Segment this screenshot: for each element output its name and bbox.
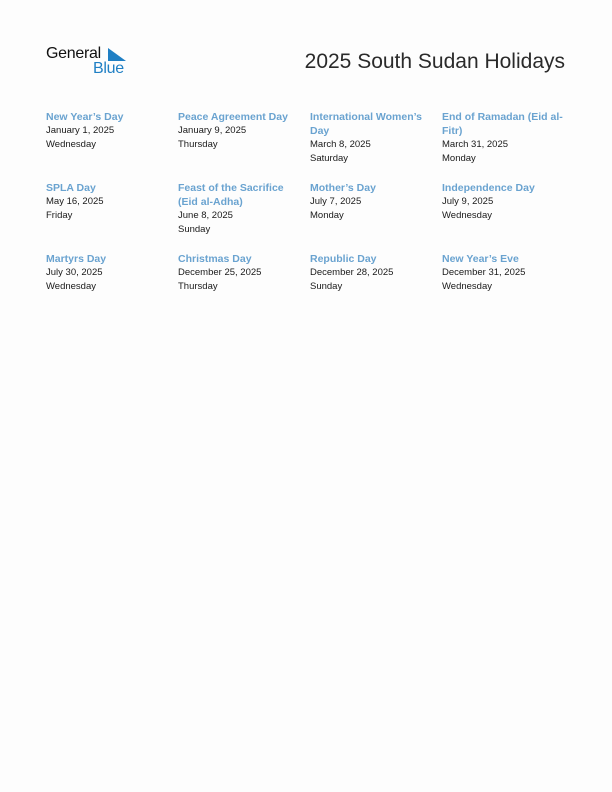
holiday-name: New Year’s Eve xyxy=(442,253,519,265)
logo-word-general: General xyxy=(46,45,101,62)
holiday-weekday: Sunday xyxy=(178,224,211,235)
holiday-date: December 31, 2025 xyxy=(442,267,526,278)
holiday-name: International Women’s Day xyxy=(310,111,423,137)
holiday-weekday: Friday xyxy=(46,210,73,221)
holiday-item xyxy=(442,252,576,294)
holiday-weekday: Wednesday xyxy=(442,281,492,292)
holiday-item xyxy=(310,252,442,294)
holiday-name: Republic Day xyxy=(310,253,377,265)
holiday-name: Independence Day xyxy=(442,182,535,194)
holiday-name: New Year’s Day xyxy=(46,111,124,123)
holiday-weekday: Thursday xyxy=(178,139,218,150)
holiday-item xyxy=(46,181,178,237)
holiday-name: Christmas Day xyxy=(178,253,252,265)
holiday-date: March 8, 2025 xyxy=(310,139,371,150)
holiday-date: May 16, 2025 xyxy=(46,196,104,207)
page-title: 2025 South Sudan Holidays xyxy=(304,50,565,73)
generalblue-logo xyxy=(46,44,130,80)
holiday-item xyxy=(178,181,310,237)
holiday-item xyxy=(310,110,442,166)
holiday-item xyxy=(46,252,178,294)
holiday-item xyxy=(310,181,442,237)
logo-word-blue: Blue xyxy=(93,60,124,77)
holiday-weekday: Saturday xyxy=(310,153,349,164)
holiday-date: July 9, 2025 xyxy=(442,196,494,207)
holiday-name: Peace Agreement Day xyxy=(178,111,288,123)
holiday-date: March 31, 2025 xyxy=(442,139,509,150)
holiday-item xyxy=(442,181,576,237)
holiday-weekday: Wednesday xyxy=(46,281,96,292)
holiday-name: Mother’s Day xyxy=(310,182,376,194)
holiday-date: January 9, 2025 xyxy=(178,125,247,136)
holiday-name: Martyrs Day xyxy=(46,253,107,265)
holiday-name: Feast of the Sacrifice (Eid al-Adha) xyxy=(178,182,284,208)
holiday-item xyxy=(442,110,576,166)
holiday-name: End of Ramadan (Eid al-Fitr) xyxy=(442,111,563,137)
holiday-date: December 25, 2025 xyxy=(178,267,262,278)
holiday-weekday: Wednesday xyxy=(442,210,492,221)
holiday-weekday: Monday xyxy=(310,210,344,221)
holiday-grid xyxy=(46,110,576,294)
holiday-date: January 1, 2025 xyxy=(46,125,115,136)
holiday-item xyxy=(178,252,310,294)
holiday-item xyxy=(46,110,178,166)
holiday-date: July 7, 2025 xyxy=(310,196,362,207)
holiday-name: SPLA Day xyxy=(46,182,96,194)
holiday-date: July 30, 2025 xyxy=(46,267,103,278)
holiday-weekday: Sunday xyxy=(310,281,343,292)
holiday-date: June 8, 2025 xyxy=(178,210,233,221)
holiday-weekday: Monday xyxy=(442,153,476,164)
holiday-weekday: Thursday xyxy=(178,281,218,292)
holiday-weekday: Wednesday xyxy=(46,139,96,150)
holiday-date: December 28, 2025 xyxy=(310,267,394,278)
holiday-item xyxy=(178,110,310,166)
